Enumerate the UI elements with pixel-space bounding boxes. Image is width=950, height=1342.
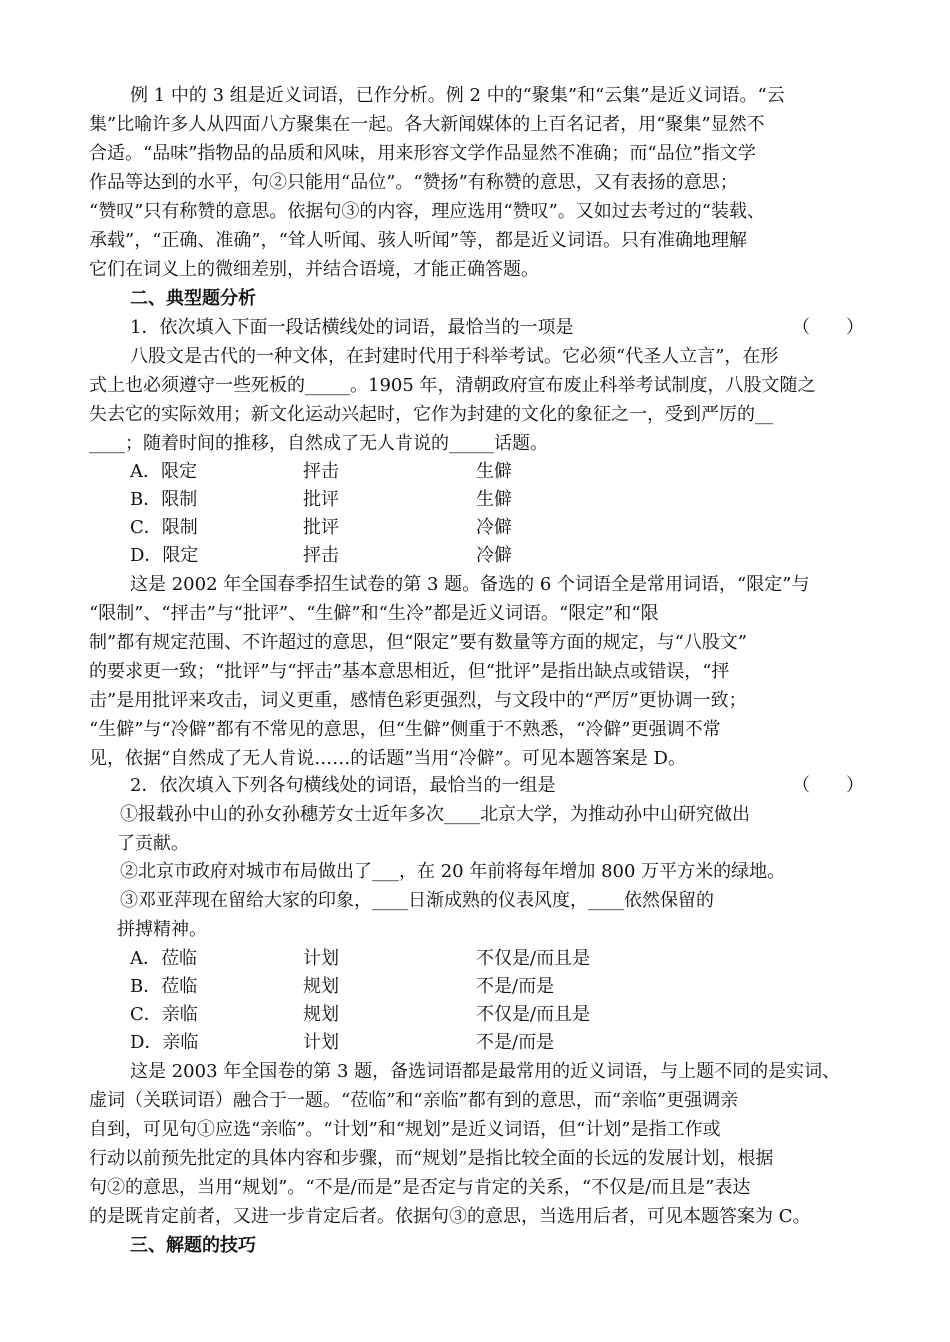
q1-option-a-word3: 生僻	[476, 461, 512, 482]
q2-analysis-line: 行动以前预先批定的具体内容和步骤，而“规划”是指比较全面的长远的发展计划，根据	[89, 1148, 774, 1169]
q2-option-c-word2: 规划	[303, 1004, 339, 1025]
q2-option-b-word2: 规划	[303, 976, 339, 997]
q1-option-b-word3: 生僻	[476, 489, 512, 510]
q1-stem: 1．依次填入下面一段话横线处的词语，最恰当的一项是	[130, 317, 574, 338]
q1-option-b-word1: B．限制	[130, 489, 198, 510]
para1-line: 合适。“品味”指物品的品质和风味，用来形容文学作品显然不准确；而“品位”指文学	[89, 143, 756, 164]
q2-option-d-word3: 不是/而是	[476, 1032, 555, 1053]
q2-analysis-line: 句②的意思，当用“规划”。“不是/而是”是否定与肯定的关系，“不仅是/而且是”表达	[89, 1177, 751, 1198]
q2-option-c-word3: 不仅是/而且是	[476, 1004, 591, 1025]
q2-option-d-word1: D．亲临	[130, 1032, 199, 1053]
q2-analysis-line: 这是 2003 年全国卷的第 3 题，备选词语都是最常用的近义词语，与上题不同的是实词、	[130, 1061, 841, 1082]
q1-passage-line: 八股文是古代的一种文体，在封建时代用于科举考试。它必须“代圣人立言”，在形	[130, 346, 779, 367]
q2-answer-paren: （ ）	[792, 775, 864, 796]
q1-analysis-line: “限制”、“抨击”与“批评”、“生僻”和“生冷”都是近义词语。“限定”和“限	[89, 603, 659, 624]
q2-sentence-3: ③邓亚萍现在留给大家的印象，____日渐成熟的仪表风度，____依然保留的	[120, 890, 714, 911]
para1-line: 集”比喻许多人从四面八方聚集在一起。各大新闻媒体的上百名记者，用“聚集”显然不	[89, 114, 765, 135]
para1-line: “赞叹”只有称赞的意思。依据句③的内容，理应选用“赞叹”。又如过去考过的“装载、	[89, 201, 766, 222]
section-heading-techniques: 三、解题的技巧	[130, 1235, 256, 1256]
q2-option-c-word1: C．亲临	[130, 1004, 198, 1025]
q1-passage-line: 式上也必须遵守一些死板的_____。1905 年，清朝政府宣布废止科举考试制度，八股文随之	[89, 375, 816, 396]
q2-analysis-line: 虚词（关联词语）融合于一题。“莅临”和“亲临”都有到的意思，而“亲临”更强调亲	[89, 1090, 739, 1111]
q1-option-c-word2: 批评	[303, 517, 339, 538]
para1-line: 作品等达到的水平，句②只能用“品位”。“赞扬”有称赞的意思，又有表扬的意思；	[89, 172, 738, 193]
q2-option-a-word1: A．莅临	[130, 948, 197, 969]
q1-analysis-line: 制”都有规定范围、不许超过的意思，但“限定”要有数量等方面的规定，与“八股文”	[89, 632, 748, 653]
q1-analysis-line: 这是 2002 年全国春季招生试卷的第 3 题。备选的 6 个词语全是常用词语，“限定”与	[130, 574, 810, 595]
q1-option-d-word3: 冷僻	[476, 545, 512, 566]
q1-analysis-line: 见，依据“自然成了无人肯说……的话题”当用“冷僻”。可见本题答案是 D。	[89, 748, 686, 769]
section-heading-typical-analysis: 二、典型题分析	[130, 288, 256, 309]
q2-analysis-line: 的是既肯定前者，又进一步肯定后者。依据句③的意思，当选用后者，可见本题答案为 C。	[89, 1206, 811, 1227]
para1-line: 它们在词义上的微细差别，并结合语境，才能正确答题。	[89, 259, 539, 280]
q2-analysis-line: 自到，可见句①应选“亲临”。“计划”和“规划”是近义词语，但“计划”是指工作或	[89, 1119, 721, 1140]
q1-passage-line: ____；随着时间的推移，自然成了无人肯说的_____话题。	[89, 433, 548, 454]
q2-option-b-word1: B．莅临	[130, 976, 198, 997]
q1-passage-line: 失去它的实际效用；新文化运动兴起时，它作为封建的文化的象征之一，受到严厉的__	[89, 404, 773, 425]
q1-analysis-line: “生僻”与“冷僻”都有不常见的意思，但“生僻”侧重于不熟悉，“冷僻”更强调不常	[89, 719, 721, 740]
q1-analysis-line: 击”是用批评来攻击，词义更重，感情色彩更强烈，与文段中的“严厉”更协调一致；	[89, 690, 747, 711]
q2-option-a-word2: 计划	[303, 948, 339, 969]
q2-sentence-1: ①报载孙中山的孙女孙穗芳女士近年多次____北京大学，为推动孙中山研究做出	[120, 804, 750, 825]
q1-option-b-word2: 批评	[303, 489, 339, 510]
q2-sentence-2: ②北京市政府对城市布局做出了___，在 20 年前将每年增加 800 万平方米的绿地。	[120, 861, 786, 882]
q2-option-d-word2: 计划	[303, 1032, 339, 1053]
q2-option-a-word3: 不仅是/而且是	[476, 948, 591, 969]
q2-option-b-word3: 不是/而是	[476, 976, 555, 997]
q1-option-c-word3: 冷僻	[476, 517, 512, 538]
q2-sentence-1-cont: 了贡献。	[117, 833, 189, 854]
q1-option-d-word2: 抨击	[303, 545, 339, 566]
para1-line: 承载”，“正确、准确”，“耸人听闻、骇人听闻”等，都是近义词语。只有准确地理解	[89, 230, 748, 251]
q1-option-c-word1: C．限制	[130, 517, 198, 538]
q1-option-a-word1: A．限定	[130, 461, 197, 482]
q1-analysis-line: 的要求更一致；“批评”与“抨击”基本意思相近，但“批评”是指出缺点或错误，“抨	[89, 661, 730, 682]
q1-option-d-word1: D．限定	[130, 545, 199, 566]
q1-answer-paren: （ ）	[792, 317, 864, 338]
q2-stem: 2．依次填入下列各句横线处的词语，最恰当的一组是	[130, 775, 556, 796]
q2-sentence-3-cont: 拼搏精神。	[117, 919, 207, 940]
q1-option-a-word2: 抨击	[303, 461, 339, 482]
para1-line: 例 1 中的 3 组是近义词语，已作分析。例 2 中的“聚集”和“云集”是近义词语。“云	[130, 85, 785, 106]
